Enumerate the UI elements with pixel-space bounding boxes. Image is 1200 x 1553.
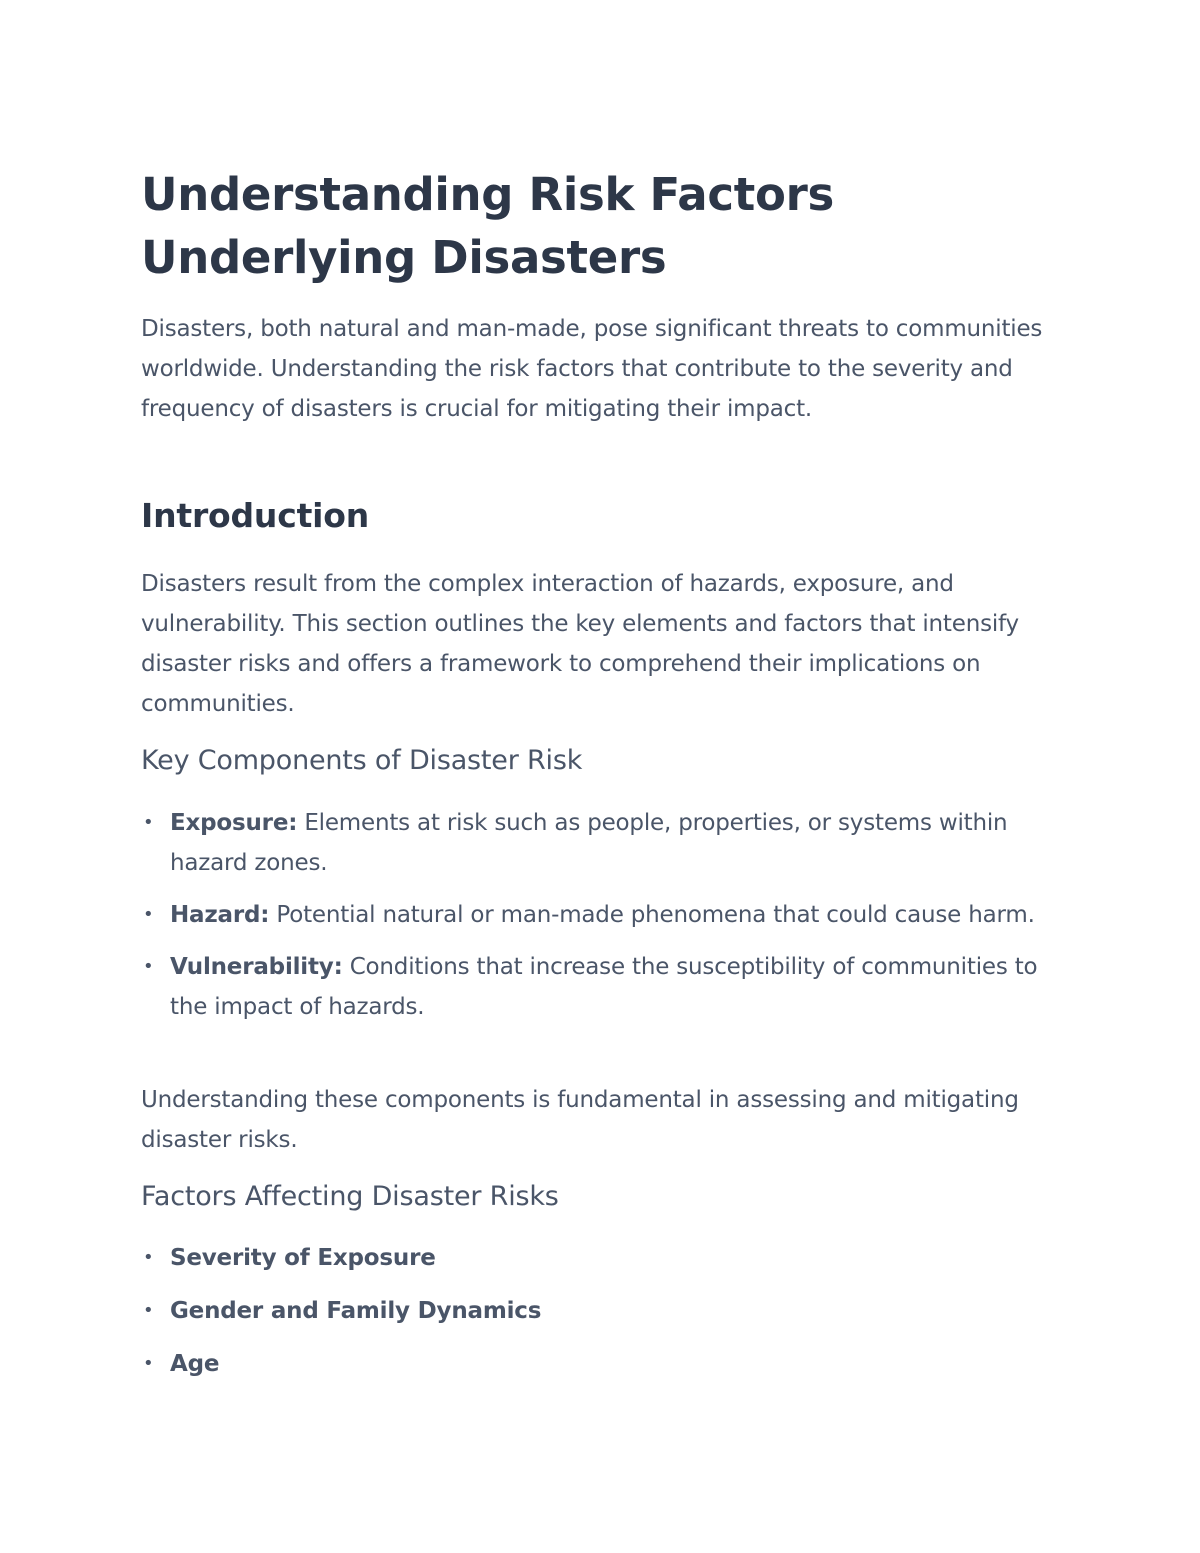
- definition-exposure: Elements at risk such as people, properties, or systems within hazard zones.: [170, 810, 1008, 876]
- bullet-icon: •: [143, 1247, 154, 1268]
- section-heading-introduction: Introduction: [141, 496, 370, 535]
- list-item-hazard: [141, 895, 1071, 935]
- definition-vulnerability: Conditions that increase the susceptibility of communities to the impact of hazards.: [170, 954, 1038, 1020]
- subheading-key-components: Key Components of Disaster Risk: [141, 745, 583, 776]
- definition-hazard: Potential natural or man-made phenomena that could cause harm.: [269, 902, 1035, 928]
- term-hazard: Hazard:: [170, 902, 270, 928]
- factors-list: [141, 1238, 1071, 1397]
- factor-label: Gender and Family Dynamics: [170, 1298, 542, 1324]
- list-item-exposure: [141, 803, 1071, 883]
- bullet-icon: •: [143, 812, 154, 833]
- bullet-icon: •: [143, 956, 154, 977]
- introduction-paragraph: Disasters result from the complex interaction of hazards, exposure, and vulnerability. This section outlines the key elements and factors that intensify disaster risks and offers a framework to comprehend their implications on communities.: [141, 571, 1019, 717]
- bullet-icon: •: [143, 1300, 154, 1321]
- components-summary: Understanding these components is fundamental in assessing and mitigating disaster risks.: [141, 1087, 1019, 1153]
- list-item-gender-family: [141, 1291, 1071, 1331]
- term-vulnerability: Vulnerability:: [170, 954, 343, 980]
- list-item-severity-of-exposure: [141, 1238, 1071, 1278]
- subheading-factors: Factors Affecting Disaster Risks: [141, 1181, 559, 1212]
- list-item-vulnerability: [141, 947, 1071, 1027]
- bullet-icon: •: [143, 904, 154, 925]
- factor-label: Age: [170, 1351, 220, 1377]
- bullet-icon: •: [143, 1353, 154, 1374]
- components-list: [141, 803, 1071, 1039]
- list-item-age: [141, 1344, 1071, 1384]
- intro-paragraph: Disasters, both natural and man-made, pose significant threats to communities worldwide. Understanding the risk factors that contribute to the severity and frequency of disasters is crucial for mitigating their impact.: [141, 316, 1043, 422]
- factor-label: Severity of Exposure: [170, 1245, 436, 1271]
- term-exposure: Exposure:: [170, 810, 298, 836]
- document-title: Understanding Risk Factors Underlying Disasters: [141, 168, 834, 284]
